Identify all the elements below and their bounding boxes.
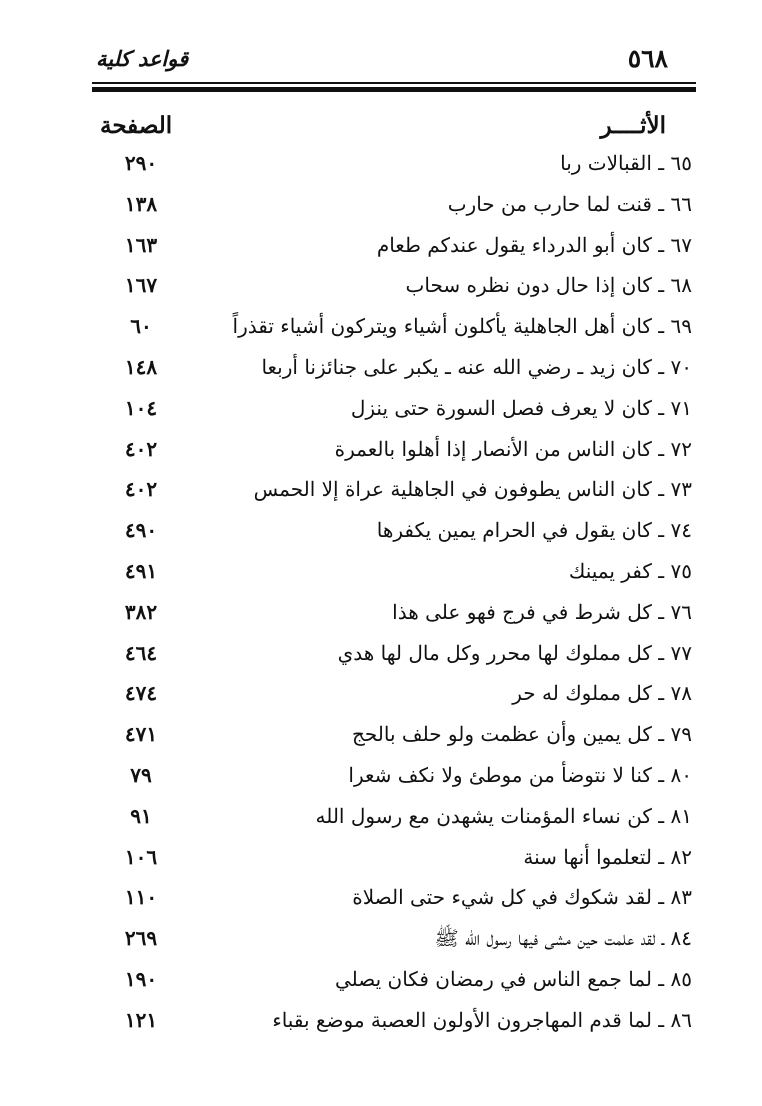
list-item (96, 676, 696, 717)
list-item (96, 595, 696, 636)
list-item (96, 228, 696, 269)
list-item (96, 840, 696, 881)
entry-text: ٨٣ ـ لقد شكوك في كل شيء حتى الصلاة (352, 885, 692, 910)
entry-text: ٧٩ ـ كل يمين وأن عظمت ولو حلف بالحج (351, 722, 692, 747)
list-item (96, 391, 696, 432)
entry-text: ٨١ ـ كن نساء المؤمنات يشهدن مع رسول الله (315, 803, 692, 828)
entry-page: ٢٦٩ (124, 926, 158, 951)
list-item (96, 717, 696, 758)
list-item (96, 921, 696, 962)
list-item (96, 309, 696, 350)
entry-page: ٦٠ (130, 314, 152, 339)
list-item (96, 146, 696, 187)
entry-page: ١٤٨ (124, 354, 158, 379)
running-header (96, 42, 696, 78)
entry-page: ١٣٨ (124, 191, 158, 216)
entry-text: ٦٨ ـ كان إذا حال دون نظره سحاب (405, 273, 692, 298)
entry-page: ١٦٣ (124, 232, 158, 257)
list-item (96, 758, 696, 799)
list-item (96, 513, 696, 554)
entry-page: ٤٧٤ (124, 681, 158, 706)
list-item (96, 799, 696, 840)
list-item (96, 636, 696, 677)
athar-index-list (96, 146, 696, 1044)
list-item (96, 350, 696, 391)
entry-page: ٤٧١ (124, 722, 158, 747)
list-item (96, 554, 696, 595)
entry-page: ٢٩٠ (124, 151, 158, 175)
list-item (96, 962, 696, 1003)
entry-page: ٣٨٢ (124, 599, 158, 624)
entry-text: ٦٥ ـ القبالات ربا (560, 151, 692, 175)
header-rule-thick (92, 87, 696, 92)
entry-text: ٨٢ ـ لتعلموا أنها سنة (523, 844, 692, 869)
page-number: ٥٦٨ (627, 44, 668, 73)
entry-text: ٦٦ ـ قنت لما حارب من حارب (447, 191, 692, 216)
entry-text: ٧٤ ـ كان يقول في الحرام يمين يكفرها (376, 518, 692, 543)
list-item (96, 472, 696, 513)
entry-page: ٤٠٢ (124, 436, 158, 461)
book-title: قواعد كلية (96, 46, 189, 71)
entry-text: ٧٠ ـ كان زيد ـ رضي الله عنه ـ يكبر على جنائزنا أربعا (261, 354, 692, 379)
entry-page: ١٠٤ (124, 395, 158, 420)
entry-text: ٧٦ ـ كل شرط في فرج فهو على هذا (392, 599, 692, 624)
column-heading-page: الصفحة (100, 112, 173, 139)
list-item (96, 268, 696, 309)
entry-page: ٤٠٢ (124, 477, 158, 502)
entry-text: ٦٧ ـ كان أبو الدرداء يقول عندكم طعام (376, 232, 692, 257)
list-item (96, 880, 696, 921)
entry-text: ٧١ ـ كان لا يعرف فصل السورة حتى ينزل (350, 395, 692, 420)
entry-text: ٨٦ ـ لما قدم المهاجرون الأولون العصبة موضع بقباء (272, 1007, 692, 1032)
entry-page: ١٢١ (124, 1007, 158, 1032)
entry-page: ٤٦٤ (124, 640, 158, 665)
entry-page: ١٠٦ (124, 844, 158, 869)
entry-page: ٧٩ (130, 762, 152, 787)
entry-text: ٨٥ ـ لما جمع الناس في رمضان فكان يصلي (334, 966, 692, 991)
list-item (96, 187, 696, 228)
column-heading-athar: الأثــــر (600, 112, 666, 139)
list-item (96, 1003, 696, 1044)
entry-page: ٤٩٠ (124, 518, 158, 543)
entry-page: ٩١ (130, 803, 152, 828)
entry-text: ٨٤ ـ لقد علمت حين مشى فيها رسول الله ﷺ (434, 926, 692, 951)
entry-text: ٧٨ ـ كل مملوك له حر (512, 681, 692, 706)
entry-page: ١١٠ (124, 885, 158, 910)
entry-text: ٧٣ ـ كان الناس يطوفون في الجاهلية عراة إلا الحمس (253, 477, 692, 502)
entry-page: ٤٩١ (124, 558, 158, 583)
entry-page: ١٦٧ (124, 273, 158, 298)
entry-text: ٨٠ ـ كنا لا نتوضأ من موطئ ولا نكف شعرا (348, 762, 692, 787)
list-item (96, 432, 696, 473)
entry-text: ٧٥ ـ كفر يمينك (568, 558, 692, 583)
header-rule-thin (92, 82, 696, 84)
entry-text: ٧٧ ـ كل مملوك لها محرر وكل مال لها هدي (337, 640, 692, 665)
entry-text: ٦٩ ـ كان أهل الجاهلية يأكلون أشياء ويتركون أشياء تقذراً (232, 314, 692, 339)
entry-text: ٧٢ ـ كان الناس من الأنصار إذا أهلوا بالعمرة (334, 436, 692, 461)
entry-page: ١٩٠ (124, 966, 158, 991)
